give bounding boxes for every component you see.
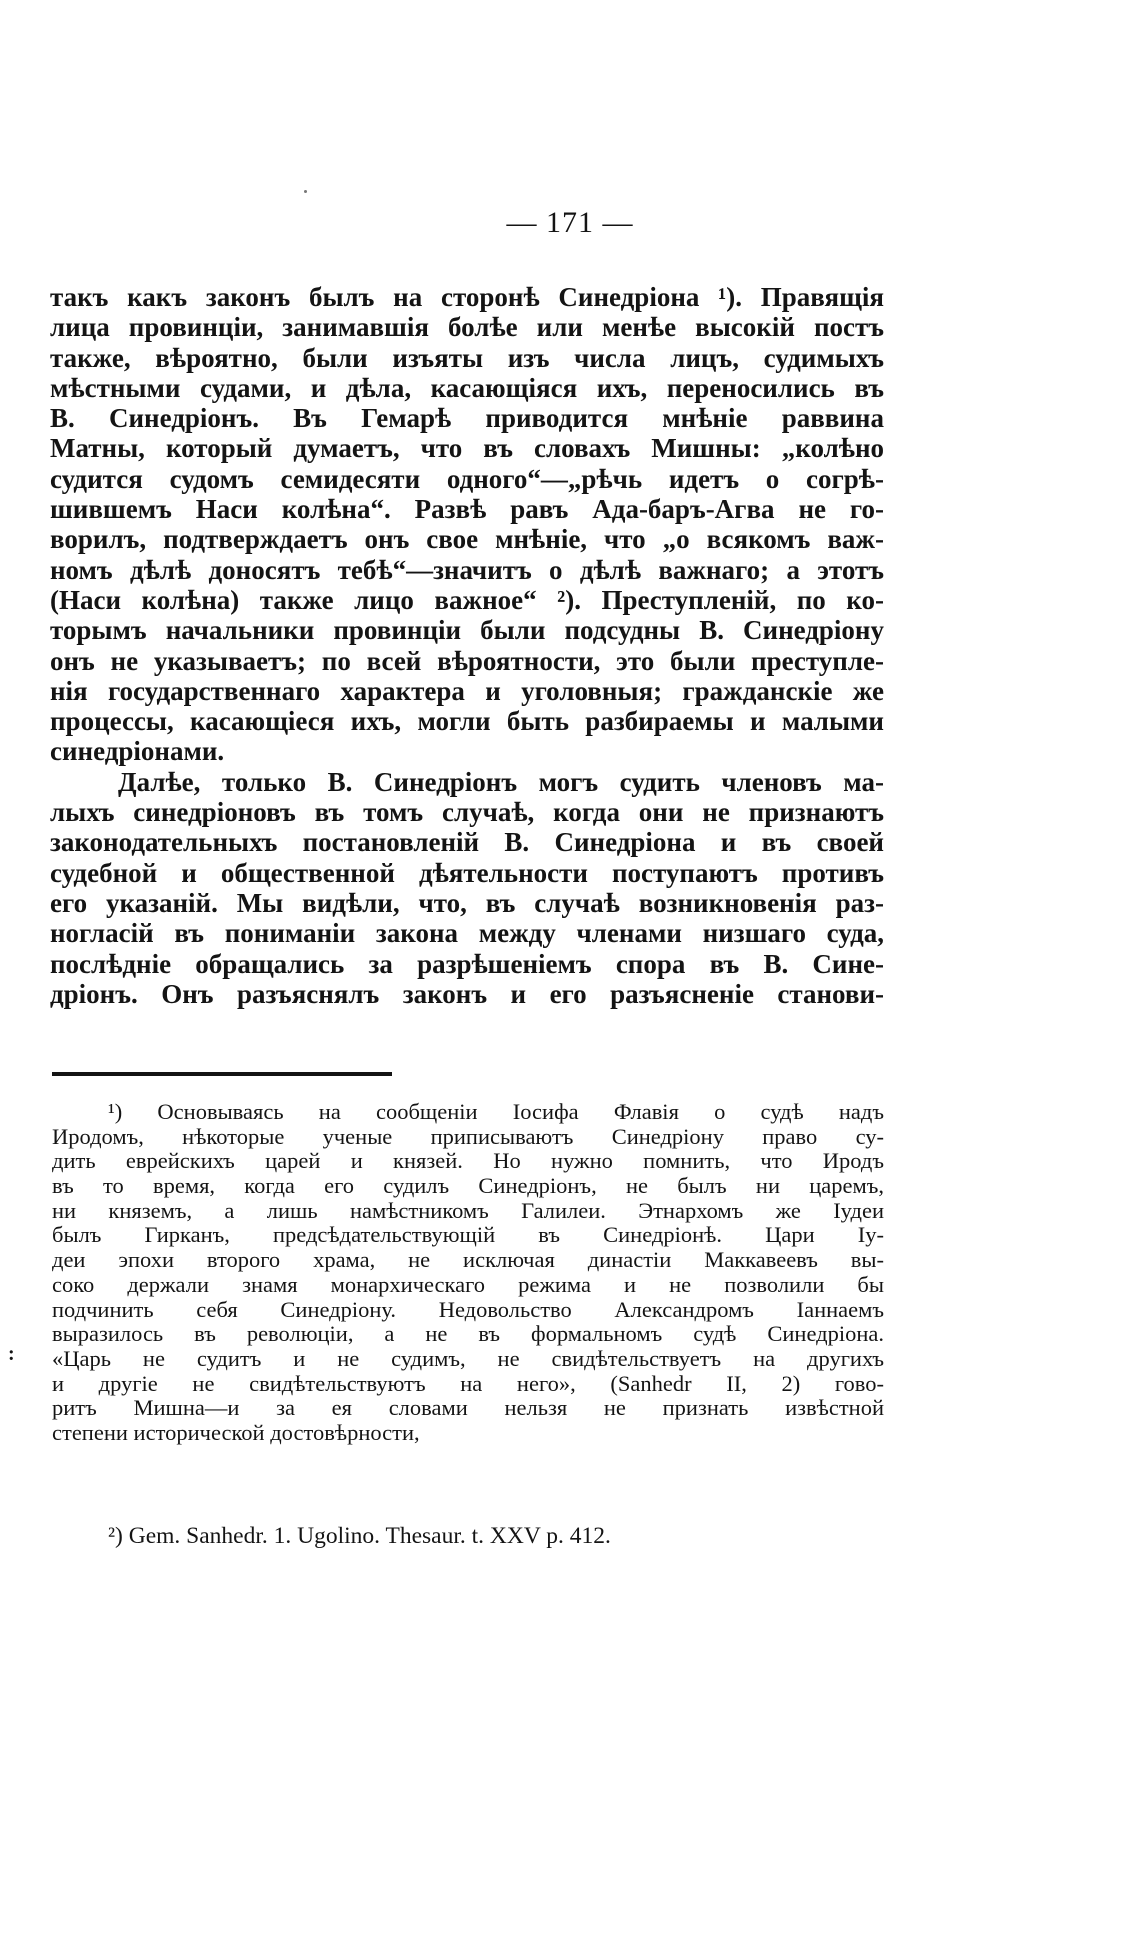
body-line: нія государственнаго характера и уголовныя; гражданскіе же — [50, 675, 884, 706]
footnote-line: подчинить себя Синедріону. Недовольство Александромъ Іаннаемъ — [52, 1296, 884, 1322]
paper-speck — [304, 190, 307, 193]
body-line: судебной и общественной дѣятельности поступаютъ противъ — [50, 857, 884, 888]
body-line: судится судомъ семидесяти одного“—„рѣчь идетъ о согрѣ- — [50, 463, 884, 494]
footnote-1 — [52, 1100, 884, 1446]
footnote-line: выразилось въ революціи, а не въ формальномъ судѣ Синедріона. — [52, 1321, 884, 1347]
body-line: онъ не указываетъ; по всей вѣроятности, это были преступле- — [50, 645, 884, 676]
body-line: также, вѣроятно, были изъяты изъ числа лицъ, судимыхъ — [50, 342, 884, 373]
body-line: лыхъ синедріоновъ въ томъ случаѣ, когда они не признаютъ — [50, 797, 884, 828]
footnote-line: дить еврейскихъ царей и князей. Но нужно помнить, что Иродъ — [52, 1148, 884, 1174]
footnote-line: Иродомъ, нѣкоторые ученые приписываютъ Синедріону право су- — [52, 1123, 884, 1149]
footnote-line: ¹) Основываясь на сообщеніи Іосифа Флавія о судѣ надъ — [108, 1099, 884, 1124]
footnote-line: «Царь не судитъ и не судимъ, не свидѣтельствуетъ на другихъ — [52, 1345, 884, 1371]
footnote-line: въ то время, когда его судилъ Синедріонъ, не былъ ни царемъ, — [52, 1173, 884, 1199]
footnote-line: ни княземъ, а лишь намѣстникомъ Галилеи. Этнархомъ же Іудеи — [52, 1197, 884, 1223]
margin-mark: : — [8, 1343, 15, 1365]
body-line: его указаній. Мы видѣли, что, въ случаѣ возникновенія раз- — [50, 887, 884, 918]
body-line: процессы, касающіеся ихъ, могли быть разбираемы и малыми — [50, 706, 884, 737]
body-line: законодательныхъ постановленій В. Синедріона и въ своей — [50, 827, 884, 858]
body-line: лица провинціи, занимавшія болѣе или менѣе высокій постъ — [50, 312, 884, 343]
body-line: (Наси колѣна) также лицо важное“ ²). Преступленій, по ко- — [50, 584, 884, 615]
body-line: шившемъ Наси колѣна“. Развѣ равъ Ада-баръ-Агва не го- — [50, 494, 884, 525]
footnote-line: соко держали знамя монархическаго режима и не позволили бы — [52, 1271, 884, 1297]
body-line: дріонъ. Онъ разъяснялъ законъ и его разъясненіе станови- — [50, 978, 884, 1009]
footnote-separator — [52, 1072, 392, 1076]
body-text — [50, 282, 884, 1009]
footnote-line: степени исторической достовѣрности, — [52, 1419, 420, 1445]
body-line: ногласій въ пониманіи закона между членами низшаго суда, — [50, 918, 884, 949]
body-line: синедріонами. — [50, 736, 225, 767]
body-line: такъ какъ законъ былъ на сторонѣ Синедріона ¹). Правящія — [50, 282, 884, 312]
footnote-line: деи эпохи второго храма, не исключая династіи Маккавеевъ вы- — [52, 1247, 884, 1273]
body-line: торымъ начальники провинціи были подсудны В. Синедріону — [50, 615, 884, 646]
footnote-2: ²) Gem. Sanhedr. 1. Ugolino. Thesaur. t. XXV p. 412. — [108, 1523, 611, 1549]
body-line: В. Синедріонъ. Въ Гемарѣ приводится мнѣніе раввина — [50, 403, 884, 434]
footnote-line: ритъ Мишна—и за ея словами нельзя не признать извѣстной — [52, 1395, 884, 1421]
footnote-line: былъ Гирканъ, предсѣдательствующій въ Синедріонѣ. Цари Іу- — [52, 1222, 884, 1248]
body-line: мѣстными судами, и дѣла, касающіяся ихъ, переносились въ — [50, 372, 884, 403]
body-line: ворилъ, подтверждаетъ онъ свое мнѣніе, что „о всякомъ важ- — [50, 524, 884, 555]
footnote-line: и другіе не свидѣтельствуютъ на него», (Sanhedr II, 2) гово- — [52, 1370, 884, 1396]
page-number: — 171 — — [506, 206, 634, 239]
body-line: Матны, который думаетъ, что въ словахъ Мишны: „колѣно — [50, 433, 884, 464]
body-line: номъ дѣлѣ доносятъ тебѣ“—значитъ о дѣлѣ важнаго; а этотъ — [50, 554, 884, 585]
body-line: послѣдніе обращались за разрѣшеніемъ спора въ В. Сине- — [50, 948, 884, 979]
paragraph-start-line: Далѣе, только В. Синедріонъ могъ судить членовъ ма- — [118, 766, 884, 797]
